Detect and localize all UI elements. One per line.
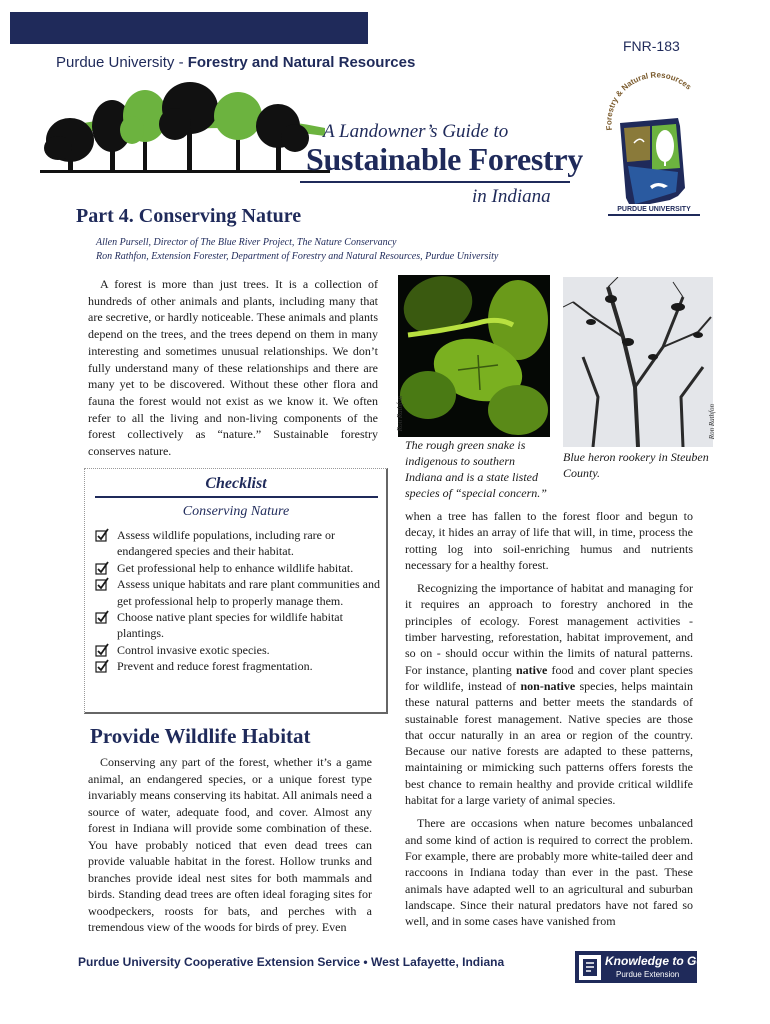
paragraph-decay: when a tree has fallen to the forest floor and begun to decay, it hides an array of life that will, in time, process the rotting log into soil-enriching humus and nutrients necessary for a healthy forest. [405, 509, 693, 572]
university-name: Purdue University [56, 54, 175, 71]
right-column-text [405, 508, 693, 936]
part-title: Part 4. Conserving Nature [76, 205, 302, 227]
emphasis-non-native: non-native [520, 678, 576, 693]
checklist-subtitle: Conserving Nature [182, 504, 290, 519]
header-line [56, 54, 415, 71]
footer-text: Purdue University Cooperative Extension Service • West Lafayette, Indiana [78, 955, 505, 969]
text-run: Recognizing the importance of habitat and managing for it requires an approach to forestry anchored in the principles of ecology. Forest management activities - timber harvesting, reforestation, habitat improvement, and so on - should occur within the limits of natural patterns. For instance, planting [405, 581, 693, 677]
byline-author-2: Ron Rathfon, Extension Forester, Department of Forestry and Natural Resources, Purdue University [96, 251, 499, 262]
habitat-text: Conserving any part of the forest, whether it’s a game animal, an endangered species, or a unique forest type invariably means conserving its habitat. All animals need a source of water, adequate food, and cover. Almost any forest in Indiana will provide some combination of these. You have probably noticed that even dead trees can provide valuable habitat in the forest. Hollow trunks and branches provide ideal nest sites for both mammals and birds. Standing dead trees are often ideal foraging sites for woodpeckers, roosts for bats, and perches with a tremendous view of the woods for birds of prey. Even [88, 755, 372, 934]
checklist-rule [95, 496, 378, 498]
text-run: food and cover plant species for wildlife, instead of [405, 662, 693, 693]
header-separator: - [178, 54, 184, 71]
text-run: species, helps maintain these natural patterns and better meets the standards of sustainable forest management. Native species are those that occur naturally in an area or region of the country. Because our native forests are adapted to these patterns, maintaining or mimicking such patterns offers forests the best chance to remain healthy and provide critical wildlife habitat for a large variety of animal species. [405, 678, 693, 808]
checkbox-checked-icon [95, 659, 109, 673]
badge-subtitle: Purdue Extension [616, 970, 680, 979]
paragraph-unbalanced: There are occasions when nature becomes unbalanced and some kind of action is required to correct the problem. For example, there are probably more white-tailed deer and raccoons in Indiana today than ever in the past. These animals have adapted well to an agricultural and suburban landscape. Since their natural predators have not fared so well, and in some cases have vanished from [405, 816, 693, 929]
byline-author-1: Allen Pursell, Director of The Blue River Project, The Nature Conservancy [96, 237, 397, 248]
checkbox-checked-icon [95, 610, 109, 624]
guide-region: in Indiana [472, 186, 551, 207]
intro-text [88, 276, 378, 460]
publication-code: FNR-183 [623, 38, 680, 54]
header-color-bar [10, 12, 368, 44]
knowledge-to-go-icon [579, 955, 601, 980]
checklist-item [95, 527, 383, 560]
indiana-state-logo [590, 68, 710, 218]
checkbox-checked-icon [95, 528, 109, 542]
checklist-item [95, 642, 383, 658]
title-rule [300, 181, 570, 183]
checklist-item-text: Assess wildlife populations, including rare or endangered species and their habitat. [117, 528, 335, 559]
snake-photo-credit: Ron Rathfon [396, 396, 404, 432]
knowledge-to-go-badge [575, 951, 704, 983]
checkbox-checked-icon [95, 577, 109, 591]
logo-footer-text: PURDUE UNIVERSITY [617, 206, 691, 213]
checklist-items [95, 527, 383, 675]
checklist-item-text: Get professional help to enhance wildlife habitat. [117, 560, 354, 575]
checklist-item [95, 609, 383, 642]
checklist-item-text: Control invasive exotic species. [117, 642, 270, 657]
checkbox-checked-icon [95, 561, 109, 575]
rough-green-snake-photo [398, 275, 550, 437]
checkbox-checked-icon [95, 643, 109, 657]
intro-paragraph: A forest is more than just trees. It is a collection of hundreds of other animals and plants, including many that are secretive, or hardly noticeable. These animals and plants depend on the trees, and the trees depend on them in many interesting and sometimes unusual relationships. We don’t fully understand many of these relationships and there are many yet to be discovered. Without these other flora and fauna the forest would not exist as we know it. We often refer to all the living and non-living components of the forest collectively as “nature.” Sustainable forestry conserves nature. [88, 277, 378, 459]
byline [96, 236, 498, 264]
guide-title: Sustainable Forestry [306, 141, 583, 177]
checklist-title: Checklist [205, 475, 267, 492]
snake-photo-caption: The rough green snake is indigenous to southern Indiana and is a state listed species of “special concern.” [405, 438, 547, 500]
guide-subtitle: A Landowner’s Guide to [323, 121, 509, 142]
tree-silhouettes [40, 78, 330, 173]
checklist-item-text: Choose native plant species for wildlife habitat plantings. [117, 610, 343, 641]
checklist-item-text: Assess unique habitats and rare plant communities and get professional help to properly manage them. [117, 577, 380, 608]
paragraph-ecology [405, 580, 693, 808]
checklist-item [95, 560, 383, 576]
heron-rookery-photo [563, 277, 713, 447]
badge-title: Knowledge to Go [605, 954, 704, 968]
heron-photo-credit: Ron Rathfon [708, 404, 716, 440]
checklist-item-text: Prevent and reduce forest fragmentation. [117, 659, 313, 674]
logo-arc-text: Forestry & Natural Resources [604, 70, 694, 131]
emphasis-native: native [515, 662, 548, 677]
checklist-item [95, 576, 383, 609]
department-name: Forestry and Natural Resources [187, 54, 416, 71]
checklist-item [95, 658, 383, 674]
habitat-heading: Provide Wildlife Habitat [90, 724, 311, 748]
heron-photo-caption: Blue heron rookery in Steuben County. [563, 450, 709, 480]
